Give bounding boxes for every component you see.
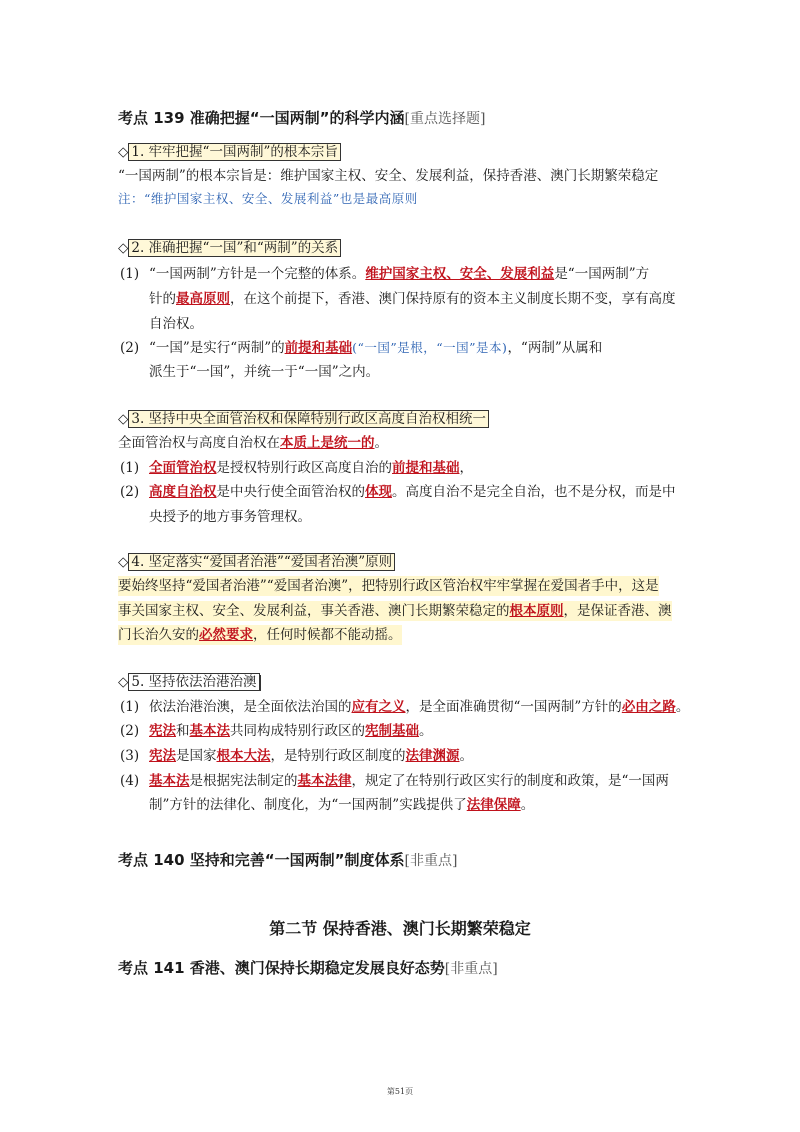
- highlight-term: 必然要求: [199, 627, 253, 643]
- s3-item-2-line-1: [149, 482, 676, 502]
- diamond-bullet-icon: ◇: [118, 240, 129, 256]
- text: ，规定了在特别行政区实行的制度和政策，是“一国两: [351, 773, 669, 789]
- text: 针的: [149, 291, 176, 307]
- section-1-heading-row: [118, 142, 341, 162]
- text: 。高度自治不是完全自治，也不是分权，而是中: [392, 484, 676, 500]
- s5-item-2-number: (2): [120, 723, 140, 739]
- text: ，是全面准确贯彻“一国两制”方针的: [405, 699, 622, 715]
- highlight-term: 体现: [365, 484, 392, 500]
- s5-item-4-line-1: [149, 771, 669, 791]
- s5-item-3-number: (3): [120, 748, 140, 764]
- section-1-note: 注：“维护国家主权、安全、发展利益”也是最高原则: [118, 191, 418, 206]
- text: 制”方针的法律化、制度化，为“一国两制”实践提供了: [149, 797, 467, 813]
- s2-item-1-line-2: [149, 289, 676, 309]
- highlight-term: 必由之路: [621, 699, 676, 715]
- section-2-title: 第二节 保持香港、澳门长期繁荣稳定: [269, 919, 531, 938]
- section-1-body: “一国两制”的根本宗旨是：维护国家主权、安全、发展利益，保持香港、澳门长期繁荣稳定: [118, 168, 659, 184]
- section-4-line-3: [118, 625, 402, 645]
- highlight-term: 法律保障: [466, 797, 521, 813]
- highlight-term: 根本原则: [509, 603, 564, 619]
- kaodian-141-heading: [118, 958, 498, 979]
- highlight-term: 宪法: [149, 748, 176, 764]
- s5-item-3-line-1: [149, 746, 473, 766]
- diamond-bullet-icon: ◇: [118, 674, 129, 690]
- text: 。: [374, 435, 388, 451]
- text: 全面管治权与高度自治权在: [118, 435, 280, 451]
- text-cursor: [260, 675, 261, 691]
- text: 是授权特别行政区高度自治的: [216, 460, 392, 476]
- kaodian-141-title: 考点 141 香港、澳门保持长期稳定发展良好态势: [118, 959, 445, 977]
- diamond-bullet-icon: ◇: [118, 144, 129, 160]
- page-number: 第51页: [386, 1087, 414, 1096]
- highlight-term: 维护国家主权、安全、发展利益: [365, 266, 555, 282]
- text: 。: [419, 723, 433, 739]
- highlight-term: 应有之义: [351, 699, 406, 715]
- s5-item-4-number: (4): [120, 773, 140, 789]
- kaodian-141-tag: [非重点]: [444, 961, 498, 977]
- text: 是国家: [176, 748, 217, 764]
- s3-item-1-line-1: [149, 458, 473, 478]
- section-3-heading: 3. 坚持中央全面管治权和保障特别行政区高度自治权相统一: [128, 410, 489, 428]
- text: “一国”是实行“两制”的: [149, 340, 285, 356]
- s5-item-1-line-1: [149, 697, 689, 717]
- highlight-term: 基本法: [189, 723, 230, 739]
- s5-item-1-number: (1): [120, 699, 140, 715]
- highlight-term: 高度自治权: [149, 484, 217, 500]
- kaodian-140-heading: [118, 850, 457, 871]
- text: 是中央行使全面管治权的: [216, 484, 365, 500]
- section-4-line-1: 要始终坚持“爱国者治港”“爱国者治澳”，把特别行政区管治权牢牢掌握在爱国者手中，这是: [118, 578, 659, 594]
- s5-item-2-line-1: [149, 721, 433, 741]
- text: 。: [675, 699, 690, 715]
- text: 。: [459, 748, 473, 764]
- section-4-heading-row: [118, 552, 395, 572]
- highlight-term: 基本法: [149, 773, 190, 789]
- s2-item-2-number: (2): [120, 340, 140, 356]
- highlight-term: 宪制基础: [365, 723, 419, 739]
- section-5-heading: 5. 坚持依法治港治澳: [128, 673, 259, 691]
- s2-item-2-line-1: [149, 338, 602, 358]
- text: 。: [520, 797, 535, 813]
- kaodian-140-tag: [非重点]: [404, 853, 458, 869]
- section-4-heading: 4. 坚定落实“爱国者治港”“爱国者治澳”原则: [128, 553, 395, 571]
- s3-item-1-number: (1): [120, 460, 140, 476]
- text: 事关国家主权、安全、发展利益，事关香港、澳门长期繁荣稳定的: [118, 603, 510, 619]
- diamond-bullet-icon: ◇: [118, 554, 129, 570]
- kaodian-139-heading: [118, 108, 485, 129]
- highlight-term: 宪法: [149, 723, 176, 739]
- section-3-intro: [118, 433, 388, 453]
- highlight-term: 本质上是统一的: [280, 435, 375, 451]
- text: 依法治港治澳，是全面依法治国的: [149, 699, 352, 715]
- section-3-heading-row: [118, 409, 489, 429]
- s3-item-2-line-2: 央授予的地方事务管理权。: [149, 509, 311, 525]
- s2-item-1-number: (1): [120, 266, 140, 282]
- diamond-bullet-icon: ◇: [118, 411, 129, 427]
- kaodian-139-tag: [重点选择题]: [404, 111, 486, 127]
- blue-note: (“一国”是根，“一国”是本): [352, 340, 508, 355]
- s3-item-2-number: (2): [120, 484, 140, 500]
- section-1-heading: 1. 牢牢把握“一国两制”的根本宗旨: [128, 143, 340, 161]
- highlight-term: 根本大法: [216, 748, 271, 764]
- highlight-term: 全面管治权: [149, 460, 217, 476]
- highlight-term: 基本法律: [297, 773, 352, 789]
- highlight-term: 最高原则: [176, 291, 230, 307]
- text: ，“两制”从属和: [507, 340, 603, 356]
- highlight-term: 前提和基础: [284, 340, 353, 356]
- s2-item-2-line-2: 派生于“一国”，并统一于“一国”之内。: [149, 364, 380, 380]
- section-4-line-2: [118, 601, 672, 621]
- text: ，是特别行政区制度的: [270, 748, 406, 764]
- text: 共同构成特别行政区的: [230, 723, 365, 739]
- text: 和: [176, 723, 190, 739]
- text: 是根据宪法制定的: [189, 773, 298, 789]
- section-5-heading-row: [118, 672, 261, 692]
- text: ，在这个前提下，香港、澳门保持原有的资本主义制度长期不变，享有高度: [230, 291, 676, 307]
- highlight-term: 前提和基础: [392, 460, 460, 476]
- highlight-term: 法律渊源: [405, 748, 460, 764]
- section-2-heading: 2. 准确把握“一国”和“两制”的关系: [128, 239, 341, 257]
- kaodian-140-title: 考点 140 坚持和完善“一国两制”制度体系: [118, 851, 405, 869]
- text: “一国两制”方针是一个完整的体系。: [149, 266, 366, 282]
- s5-item-4-line-2: [149, 795, 534, 815]
- text: 门长治久安的: [118, 627, 199, 643]
- text: ，: [459, 460, 473, 476]
- section-2-heading-row: [118, 238, 341, 258]
- kaodian-139-title: 考点 139 准确把握“一国两制”的科学内涵: [118, 109, 405, 127]
- text: 是“一国两制”方: [554, 266, 650, 282]
- s2-item-1-line-3: 自治权。: [149, 316, 203, 332]
- s2-item-1-line-1: [149, 264, 649, 284]
- text: ，是保证香港、澳: [563, 603, 672, 619]
- text: ，任何时候都不能动摇。: [253, 627, 402, 643]
